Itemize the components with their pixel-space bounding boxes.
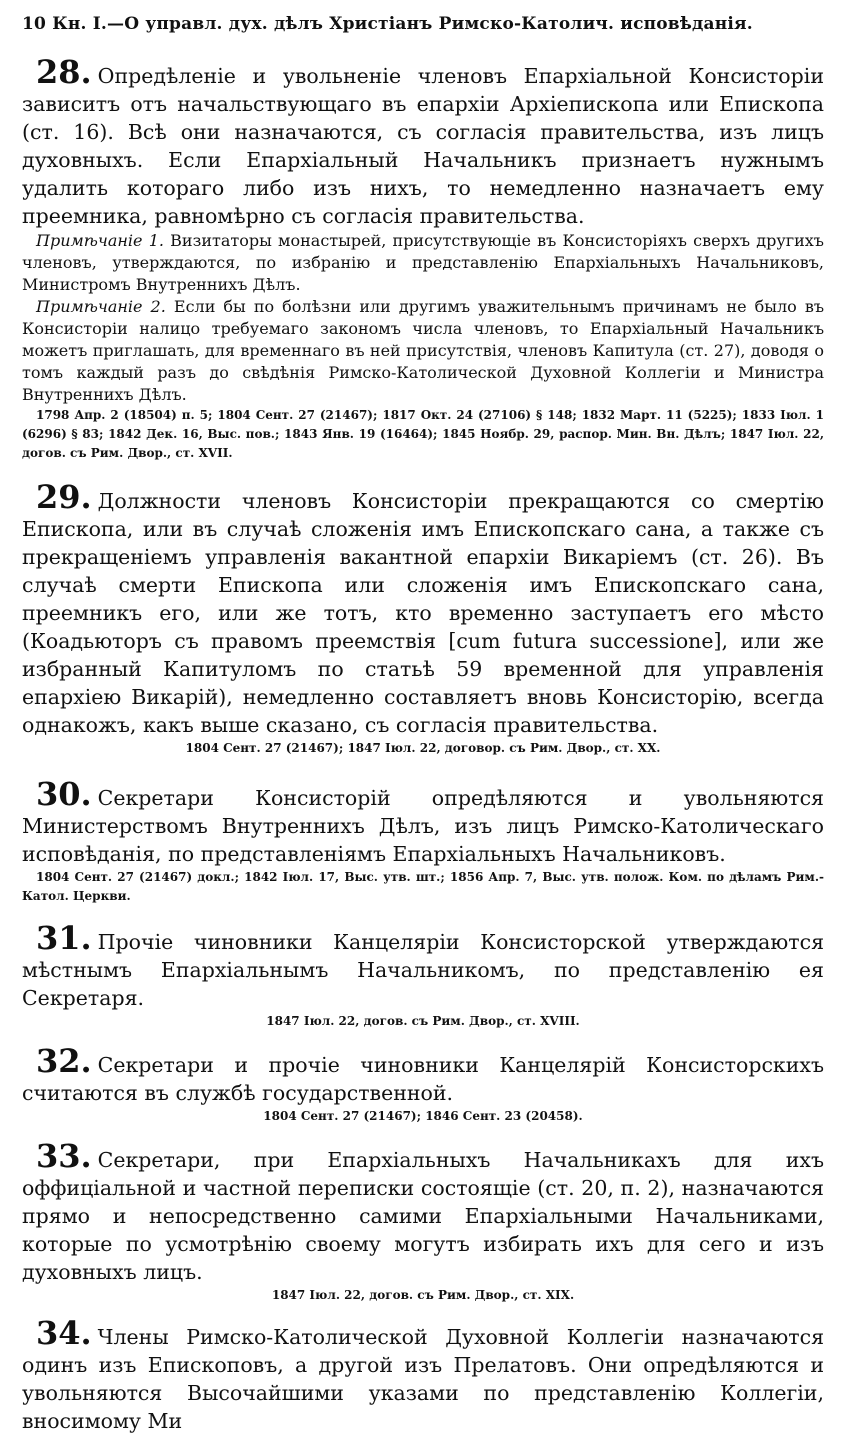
article-text: Прочіе чиновники Канцеляріи Консисторской утверждаются мѣстнымъ Епархіальнымъ Начальникомъ, по представленію ея Секретаря. (22, 930, 824, 1010)
article-33 (22, 1137, 824, 1305)
article-body (22, 478, 824, 739)
page-header (22, 14, 824, 34)
note-label: Примѣчаніе 1. (36, 231, 164, 250)
article-32 (22, 1042, 824, 1126)
article-note (22, 230, 824, 296)
legal-references: 1798 Апр. 2 (18504) п. 5; 1804 Сент. 27 (21467); 1817 Окт. 24 (27106) § 148; 1832 Март. 11 (5225); 1833 Іюл. 1 (6296) § 83; 1842 Дек. 16, Выс. пов.; 1843 Янв. 19 (16464); 1845 Ноябр. 29, распор. Мин. Вн. Дѣлъ; 1847 Іюл. 22, догов. съ Рим. Двор., ст. XVII. (22, 408, 824, 460)
article-number: 32. (36, 1042, 92, 1080)
article-30 (22, 775, 824, 906)
running-title: Кн. I.—О управл. дух. дѣлъ Христіанъ Римско-Католич. исповѣданія. (52, 14, 753, 34)
article-text: Опредѣленіе и увольненіе членовъ Епархіальной Консисторіи зависитъ отъ начальствующаго въ епархіи Архіепископа или Епископа (ст. 16). Всѣ они назначаются, съ согласія правительства, изъ лицъ духовныхъ. Если Епархіальный Начальникъ признаетъ нужнымъ удалить котораго либо изъ нихъ, то немедленно назначаетъ ему преемника, равномѣрно съ согласія правительства. (22, 64, 824, 228)
legal-references: 1804 Сент. 27 (21467) докл.; 1842 Іюл. 17, Выс. утв. шт.; 1856 Апр. 7, Выс. утв. полож. Ком. по дѣламъ Рим.-Катол. Церкви. (22, 870, 824, 903)
article-text: Члены Римско-Католической Духовной Коллегіи назначаются одинъ изъ Епископовъ, а другой изъ Прелатовъ. Они опредѣляются и увольняются Высочайшими указами по представленію Коллегіи, вносимому Ми (22, 1325, 824, 1433)
note-label: Примѣчаніе 2. (36, 297, 166, 316)
legal-references: 1847 Іюл. 22, догов. съ Рим. Двор., ст. XVIII. (266, 1014, 580, 1028)
article-body (22, 1314, 824, 1435)
article-number: 28. (36, 53, 92, 91)
article-text: Секретари, при Епархіальныхъ Начальникахъ для ихъ оффиціальной и частной переписки состоящіе (ст. 20, п. 2), назначаются прямо и непосредственно самими Епархіальными Начальниками, которые по усмотрѣнію своему могутъ избирать ихъ для сего и изъ духовныхъ лицъ. (22, 1148, 824, 1284)
article-number: 33. (36, 1137, 92, 1175)
article-number: 29. (36, 478, 92, 516)
note-text: Визитаторы монастырей, присутствующіе въ Консисторіяхъ сверхъ другихъ членовъ, утверждаются, по избранію и представленію Епархіальныхъ Начальниковъ, Министромъ Внутреннихъ Дѣлъ. (22, 231, 824, 294)
page-number: 10 (22, 14, 47, 34)
article-31 (22, 919, 824, 1031)
article-text: Секретари и прочіе чиновники Канцелярій Консисторскихъ считаются въ службѣ государственной. (22, 1053, 824, 1105)
legal-references: 1804 Сент. 27 (21467); 1847 Іюл. 22, договор. съ Рим. Двор., ст. XX. (185, 741, 661, 755)
article-body (22, 1137, 824, 1286)
article-text: Секретари Консисторій опредѣляются и увольняются Министерствомъ Внутреннихъ Дѣлъ, изъ лицъ Римско-Католическаго исповѣданія, по представленіямъ Епархіальныхъ Начальниковъ. (22, 786, 824, 866)
article-29 (22, 478, 824, 758)
note-text: Если бы по болѣзни или другимъ уважительнымъ причинамъ не было въ Консисторіи налицо требуемаго закономъ числа членовъ, то Епархіальный Начальникъ можетъ приглашать, для временнаго въ ней присутствія, членовъ Капитула (ст. 27), доводя о томъ каждый разъ до свѣдѣнія Римско-Католической Духовной Коллегіи и Министра Внутреннихъ Дѣлъ. (22, 297, 825, 404)
article-body (22, 1042, 824, 1107)
legal-references: 1804 Сент. 27 (21467); 1846 Сент. 23 (20458). (263, 1109, 583, 1123)
article-28 (22, 53, 825, 463)
article-number: 31. (36, 919, 92, 957)
article-text: Должности членовъ Консисторіи прекращаются со смертію Епископа, или въ случаѣ сложенія имъ Епископскаго сана, а также съ прекращеніемъ управленія вакантной епархіи Викаріемъ (ст. 26). Въ случаѣ смерти Епископа или сложенія имъ Епископскаго сана, преемникъ его, или же тотъ, кто временно заступаетъ его мѣсто (Коадьюторъ съ правомъ преемствія [cum futura successione], или же избранный Капитуломъ по статьѣ 59 временной для управленія епархіею Викарій), немедленно составляетъ вновь Консисторію, всегда однакожъ, какъ выше сказано, съ согласія правительства. (22, 489, 824, 737)
article-number: 34. (36, 1314, 92, 1352)
legal-references: 1847 Іюл. 22, догов. съ Рим. Двор., ст. XIX. (271, 1288, 575, 1302)
article-body (22, 775, 824, 868)
article-34 (22, 1314, 824, 1435)
article-note (22, 296, 824, 406)
article-body (22, 53, 824, 230)
article-body (22, 919, 824, 1012)
article-number: 30. (36, 775, 92, 813)
